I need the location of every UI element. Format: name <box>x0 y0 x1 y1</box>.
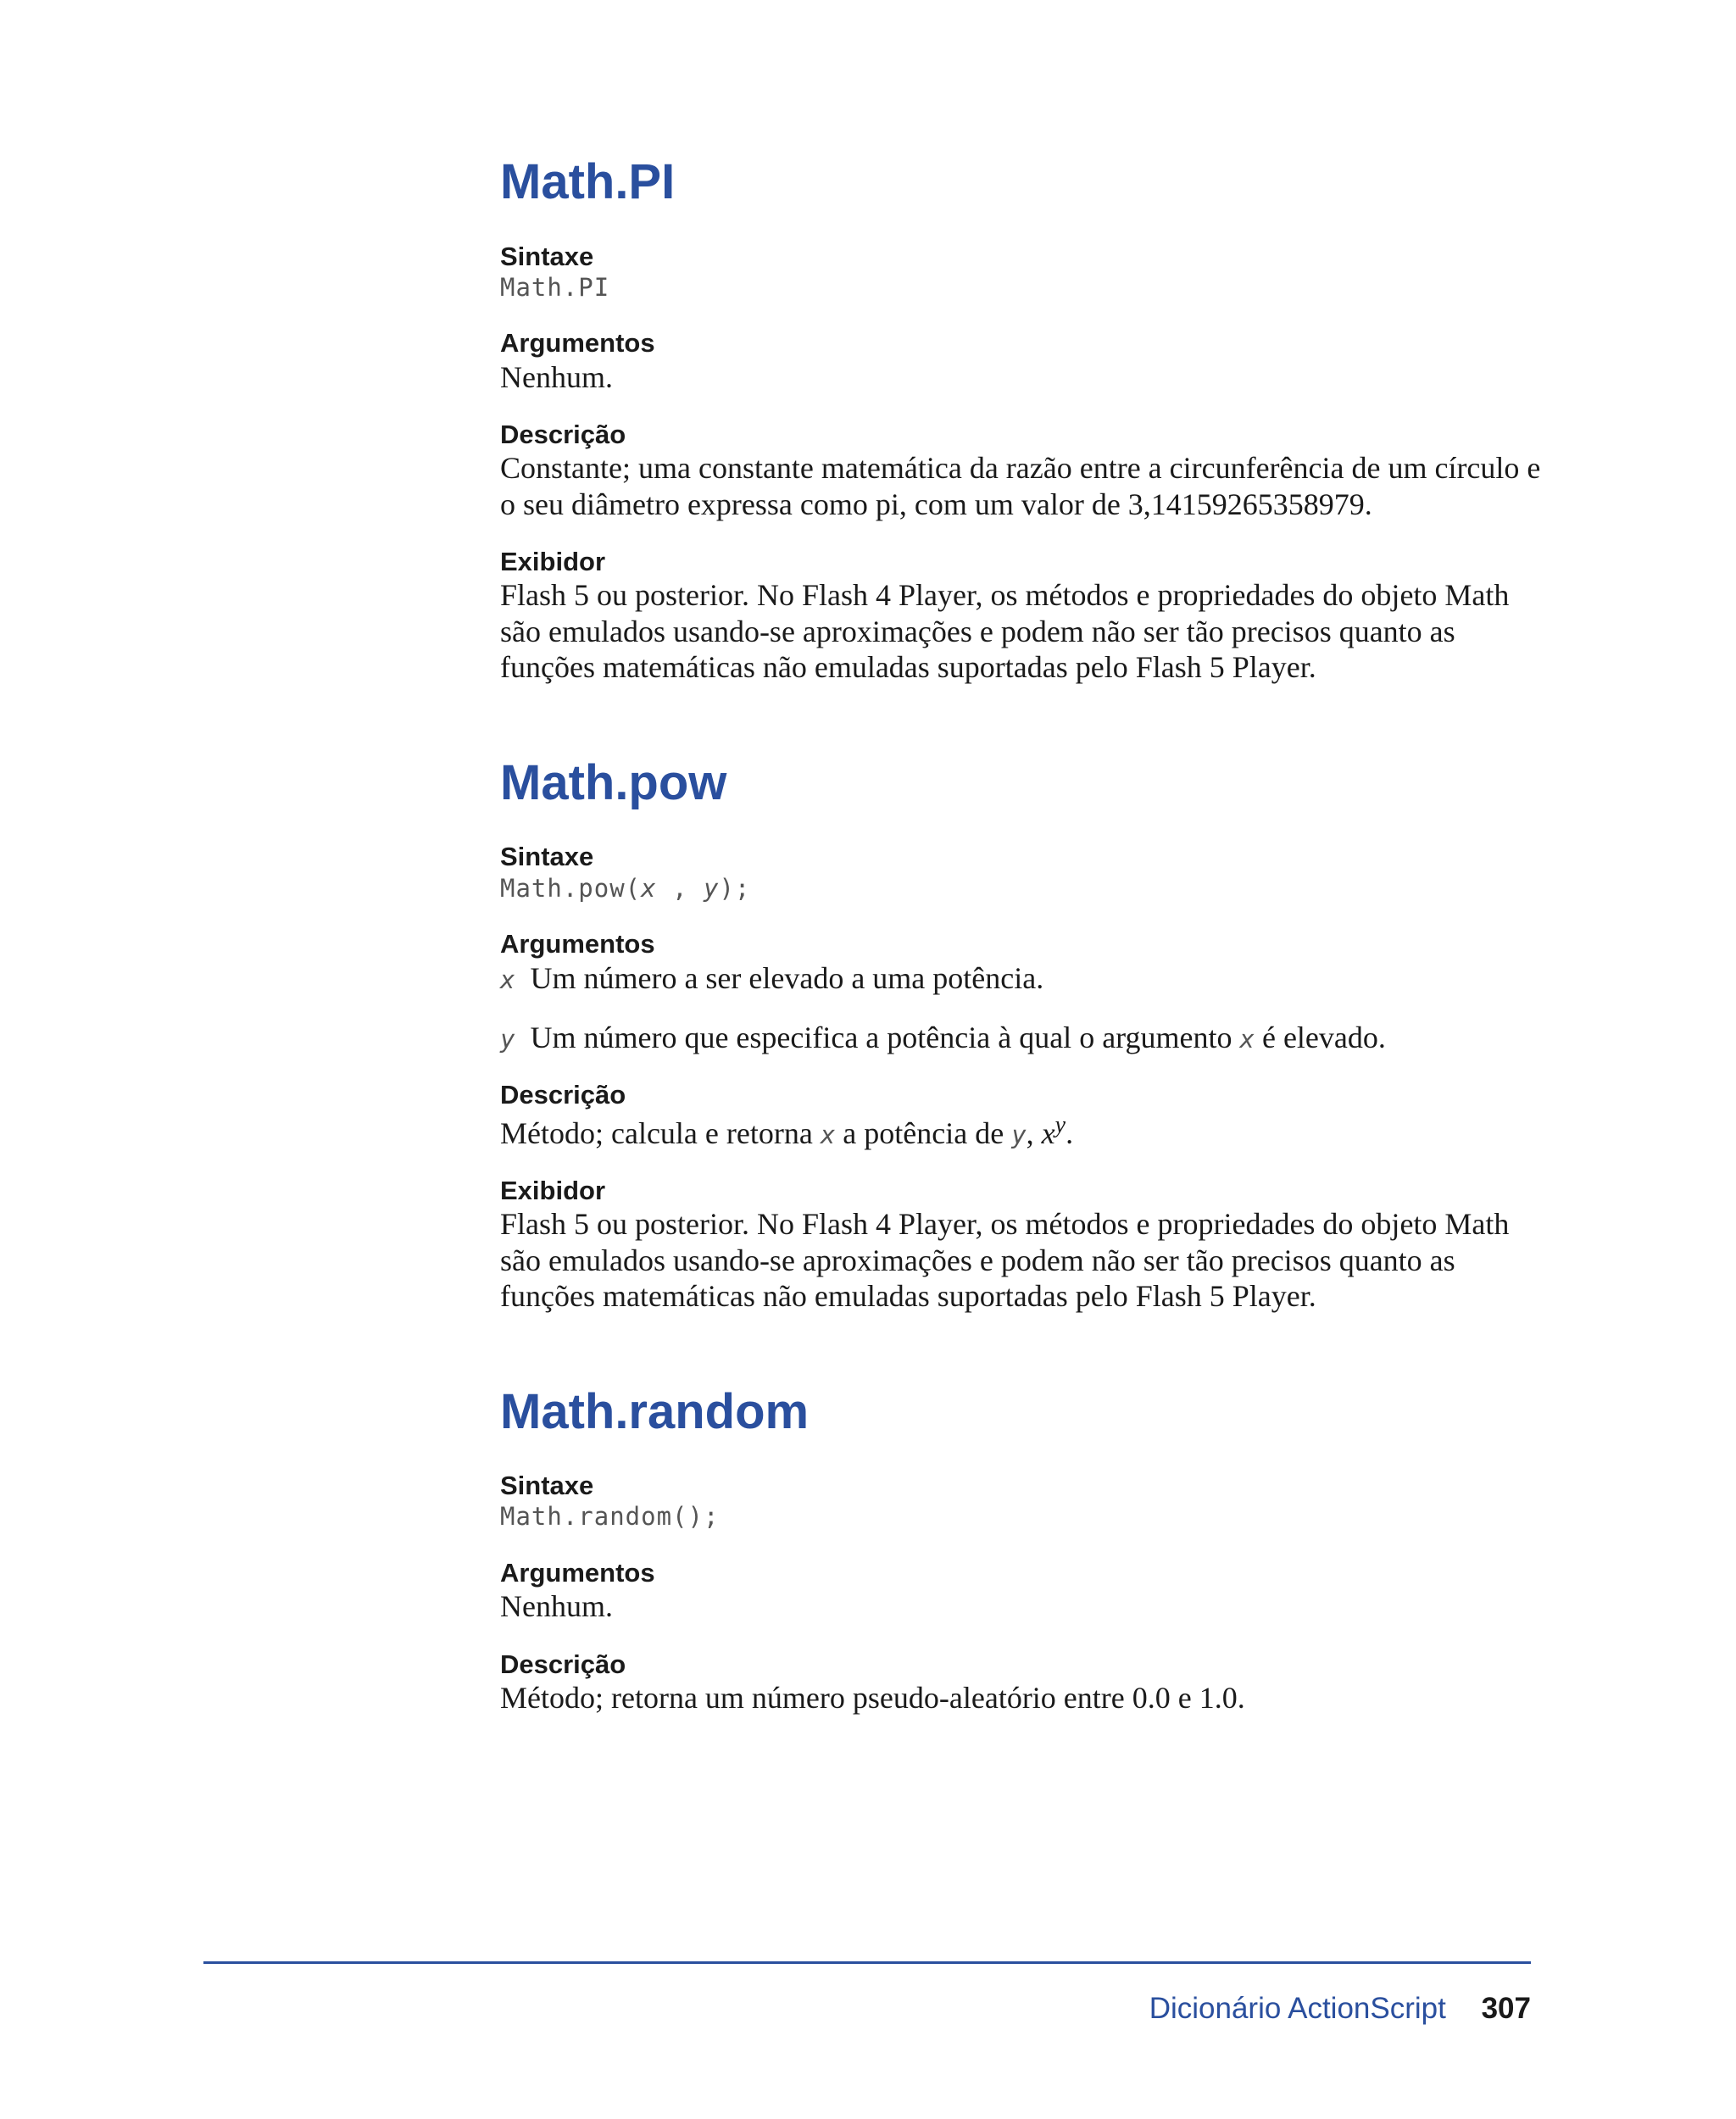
argument-description-part: é elevado. <box>1261 1020 1386 1054</box>
syntax-suffix: ); <box>719 873 751 903</box>
player-label: Exibidor <box>500 1176 606 1206</box>
syntax-code: Math.random(); <box>500 1502 720 1532</box>
description-label: Descrição <box>500 1649 626 1679</box>
description-var-y: y <box>1011 1120 1027 1149</box>
description-part: a potência de <box>843 1115 1004 1150</box>
page-content <box>500 153 1551 1783</box>
footer-title: Dicionário ActionScript <box>1149 1992 1446 2025</box>
arguments-label: Argumentos <box>500 1558 655 1588</box>
description-part: . <box>1066 1115 1074 1150</box>
syntax-prefix: Math.pow( <box>500 873 642 903</box>
syntax-label: Sintaxe <box>500 842 594 872</box>
arguments-label: Argumentos <box>500 328 655 359</box>
power-expression <box>1041 1111 1066 1150</box>
arguments-label: Argumentos <box>500 929 655 959</box>
syntax-param-x: x <box>641 873 657 903</box>
argument-description-part: Um número que especifica a potência à qual o argumento <box>530 1020 1232 1054</box>
argument-y <box>500 1020 1551 1055</box>
page-number: 307 <box>1481 1992 1531 2025</box>
player-label: Exibidor <box>500 547 606 577</box>
syntax-code: Math.PI <box>500 272 610 302</box>
power-base: x <box>1041 1115 1055 1150</box>
footer-rule <box>203 1961 1531 1964</box>
argument-inline-var: x <box>1239 1024 1255 1054</box>
syntax-label: Sintaxe <box>500 1471 594 1501</box>
description-label: Descrição <box>500 1080 626 1110</box>
entry-math-random <box>500 1382 1551 1716</box>
description-label: Descrição <box>500 420 626 450</box>
argument-description: Um número a ser elevado a uma potência. <box>530 960 1044 995</box>
description-part: , <box>1026 1115 1034 1150</box>
description-part: Método; calcula e retorna <box>500 1115 813 1150</box>
description-text: Método; retorna um número pseudo-aleatório entre 0.0 e 1.0. <box>500 1681 1245 1715</box>
entry-heading: Math.random <box>500 1383 810 1439</box>
page-footer <box>1149 1992 1531 2026</box>
entry-math-pow <box>500 754 1551 1315</box>
argument-name: y <box>500 1024 515 1054</box>
player-text: Flash 5 ou posterior. No Flash 4 Player, os métodos e propriedades do objeto Math são emulados usando-se aproximações e podem não ser tão precisos quanto as funções matemáticas não emuladas suportadas pelo Flash 5 Player. <box>500 578 1510 685</box>
syntax-label: Sintaxe <box>500 241 594 271</box>
argument-x <box>500 960 1551 996</box>
entry-math-pi <box>500 153 1551 686</box>
entry-heading: Math.pow <box>500 754 727 810</box>
description-var-x: x <box>820 1120 836 1149</box>
syntax-code <box>500 873 1551 905</box>
arguments-text: Nenhum. <box>500 359 613 394</box>
player-text: Flash 5 ou posterior. No Flash 4 Player, os métodos e propriedades do objeto Math são emulados usando-se aproximações e podem não ser tão precisos quanto as funções matemáticas não emuladas suportadas pelo Flash 5 Player. <box>500 1207 1510 1314</box>
argument-description <box>530 1020 1385 1055</box>
argument-name: x <box>500 965 515 994</box>
syntax-param-y: y <box>704 873 720 903</box>
power-exponent: y <box>1054 1111 1066 1138</box>
description-text <box>500 1111 1551 1151</box>
entry-heading: Math.PI <box>500 154 676 209</box>
arguments-text: Nenhum. <box>500 1589 613 1624</box>
description-text: Constante; uma constante matemática da razão entre a circunferência de um círculo e o seu diâmetro expressa como pi, com um valor de 3,14159265358979. <box>500 451 1541 521</box>
syntax-separator: , <box>656 873 704 903</box>
